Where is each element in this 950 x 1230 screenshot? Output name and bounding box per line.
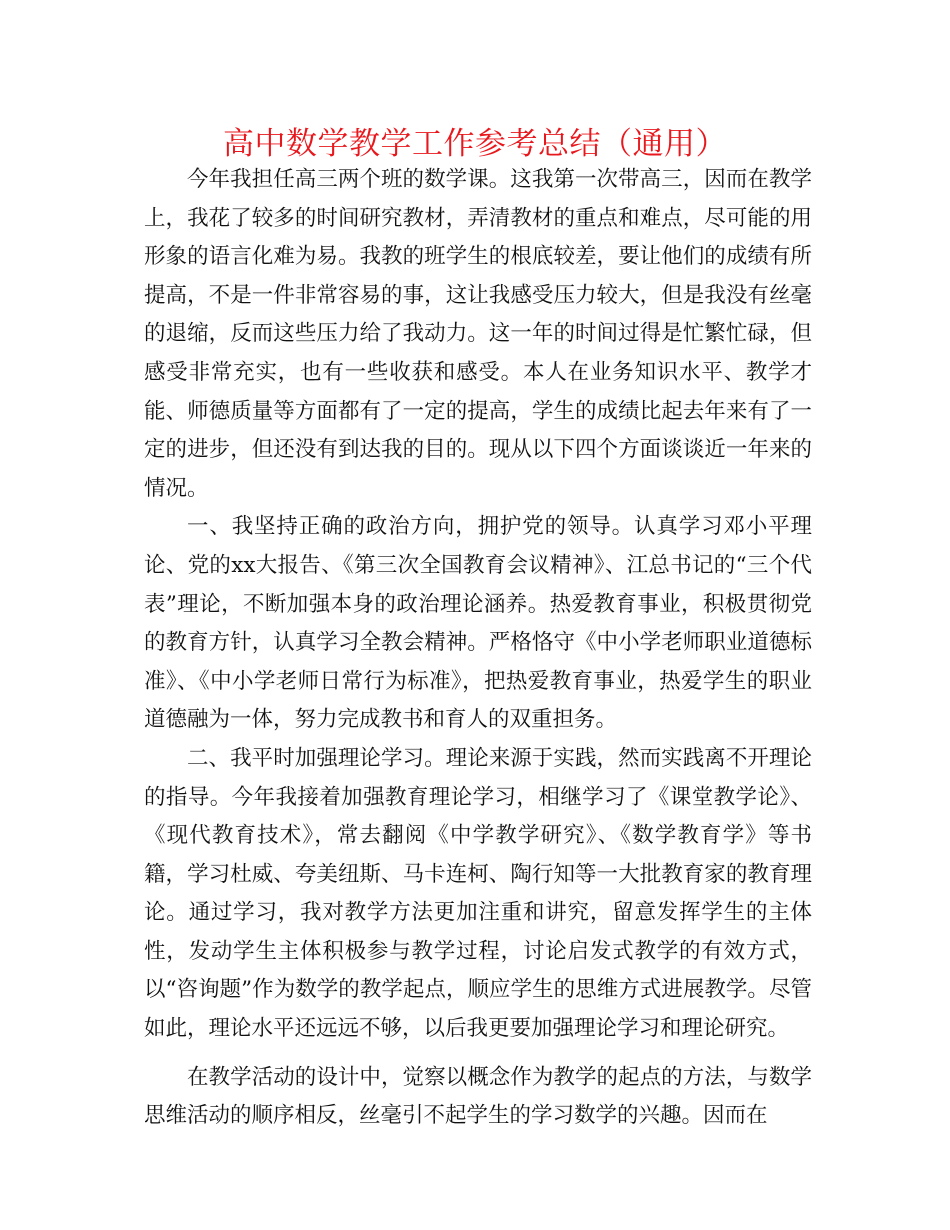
paragraph-theory: 二、我平时加强理论学习。理论来源于实践，然而实践离不开理论的指导。今年我接着加强教育理论学习，相继学习了《课堂教学论》、《现代教育技术》，常去翻阅《中学教学研究》、《数学教育学》等书籍，学习杜威、夸美纽斯、马卡连柯、陶行知等一大批教育家的教育理论。通过学习，我对教学方法更加注重和讲究，留意发挥学生的主体性，发动学生主体积极参与教学过程，讨论启发式教学的有效方式，以“咨询题”作为数学的教学起点，顺应学生的思维方式进展教学。尽管如此，理论水平还远远不够，以后我更要加强理论学习和理论研究。: [144, 745, 812, 1042]
paragraph-teaching-design: 在教学活动的设计中，觉察以概念作为教学的起点的方法，与数学思维活动的顺序相反，丝毫引不起学生的学习数学的兴趣。因而在: [144, 1064, 812, 1129]
paragraph-intro: 今年我担任高三两个班的数学课。这我第一次带高三，因而在教学上，我花了较多的时间研究教材，弄清教材的重点和难点，尽可能的用形象的语言化难为易。我教的班学生的根底较差，要让他们的成绩有所提高，不是一件非常容易的事，这让我感受压力较大，但是我没有丝毫的退缩，反而这些压力给了我动力。这一年的时间过得是忙繁忙碌，但感受非常充实，也有一些收获和感受。本人在业务知识水平、教学才能、师德质量等方面都有了一定的提高，学生的成绩比起去年来有了一定的进步，但还没有到达我的目的。现从以下四个方面谈谈近一年来的情况。: [144, 167, 812, 501]
paragraph-politics: 一、我坚持正确的政治方向，拥护党的领导。认真学习邓小平理论、党的xx大报告、《第三次全国教育会议精神》、江总书记的“三个代表”理论，不断加强本身的政治理论涵养。热爱教育事业，积极贯彻党的教育方针，认真学习全教会精神。严格恪守《中小学老师职业道德标准》、《中小学老师日常行为标准》，把热爱教育事业，热爱学生的职业道德融为一体，努力完成教书和育人的双重担务。: [144, 514, 812, 733]
document-title: 高中数学教学工作参考总结（通用）: [223, 126, 727, 162]
document-body: [144, 161, 812, 1136]
